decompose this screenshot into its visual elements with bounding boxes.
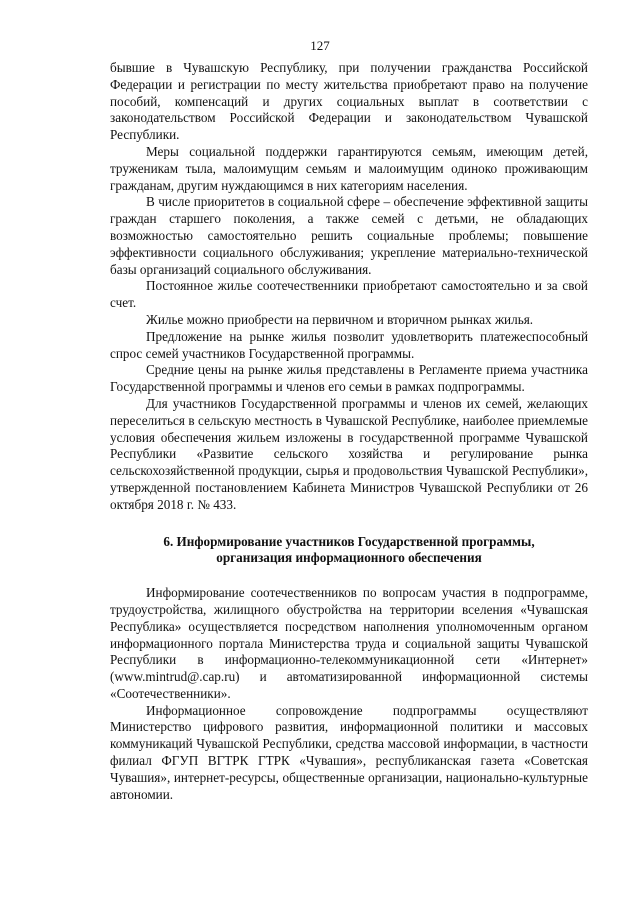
paragraph: Информационное сопровождение подпрограммы осуществляют Министерство цифрового развития, информационной политики и массовых коммуникаций Чувашской Республики, средства массовой информации, в частности филиал ФГУП ВГТРК ГТРК «Чувашия», республиканская газета «Советская Чувашия», интернет-ресурсы, общественные организации, национально-культурные автономии. [110,702,588,802]
paragraph: Информирование соотечественников по вопросам участия в подпрограмме, трудоустройства, жилищного обустройства на территории вселения «Чувашская Республика» осуществляется посредством наполнения уполномоченным органом информационного портала Министерства труда и социальной защиты Чувашской Республики в информационно-телекоммуникационной сети «Интернет» (www.mintrud@.cap.ru) и автоматизированной информационной системы «Соотечественники». [110,585,588,701]
document-body [110,60,588,803]
paragraph: бывшие в Чувашскую Республику, при получении гражданства Российской Федерации и регистрации по месту жительства приобретают право на получение пособий, компенсаций и других социальных выплат в соответствии с законодательством Российской Федерации и законодательством Чувашской Республики. [110,60,588,143]
section-heading [110,534,588,568]
paragraph: Предложение на рынке жилья позволит удовлетворить платежеспособный спрос семей участников Государственной программы. [110,328,588,361]
section-title-line-2: организация информационного обеспечения [216,550,482,566]
page-number: 127 [310,38,330,53]
paragraph: В числе приоритетов в социальной сфере – обеспечение эффективной защиты граждан старшего поколения, а также семей с детьми, не обладающих возможностью самостоятельно решить социальные проблемы; повышение эффективности социального обслуживания; укрепление материально-технической базы организаций социального обслуживания. [110,194,588,277]
paragraph: Средние цены на рынке жилья представлены в Регламенте приема участника Государственной программы и членов его семьи в рамках подпрограммы. [110,362,588,395]
paragraph: Меры социальной поддержки гарантируются семьям, имеющим детей, труженикам тыла, малоимущим семьям и малоимущим одиноко проживающим гражданам, другим нуждающимся в них категориям населения. [110,143,588,193]
paragraph: Жилье можно приобрести на первичном и вторичном рынках жилья. [146,311,534,327]
section-title-line-1: 6. Информирование участников Государственной программы, [163,533,535,549]
paragraph: Для участников Государственной программы и членов их семей, желающих переселиться в сельскую местность в Чувашской Республике, наиболее приемлемые условия обеспечения жильем изложены в государственной программе Чувашской Республики «Развитие сельского хозяйства и регулирование рынка сельскохозяйственной продукции, сырья и продовольствия Чувашской Республики», утвержденной постановлением Кабинета Министров Чувашской Республики от 26 октября 2018 г. № 433. [110,395,588,512]
paragraph: Постоянное жилье соотечественники приобретают самостоятельно и за свой счет. [110,278,588,311]
